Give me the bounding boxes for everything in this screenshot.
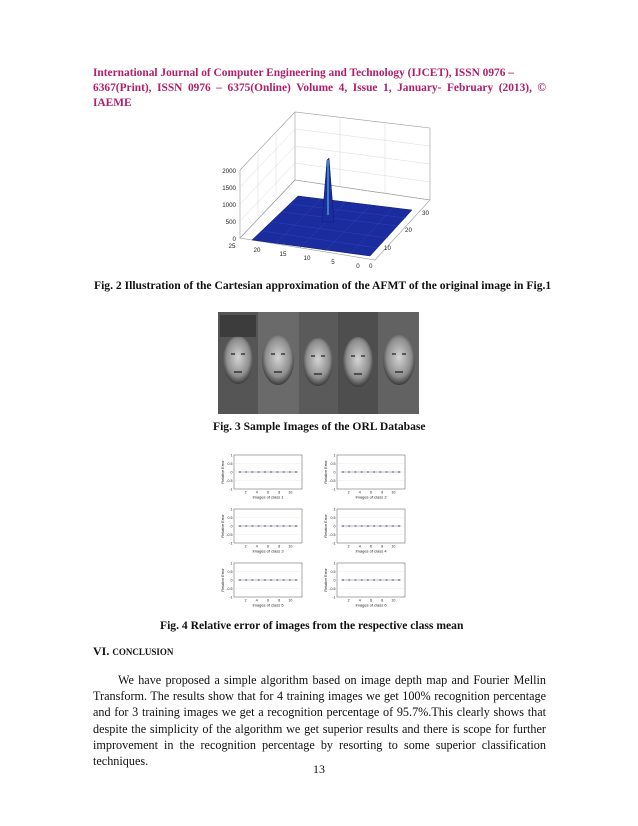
x-tick-label: 8 — [381, 544, 384, 549]
x-tick-label: 8 — [278, 598, 281, 603]
panel-ylabel: Relative Error — [324, 568, 328, 592]
y-tick-label: 1 — [230, 507, 233, 512]
y-tick-label: -1 — [229, 595, 233, 600]
y-tick-label: -1 — [332, 487, 336, 492]
y-tick-label: -0.5 — [226, 479, 233, 483]
y-tick: 20 — [405, 227, 412, 234]
panel-xlabel: Images of class 2 — [355, 494, 387, 500]
y-tick: 30 — [422, 210, 429, 217]
x-tick-label: 8 — [278, 544, 281, 549]
x-tick-label: 2 — [347, 598, 350, 603]
error-panel-4 — [324, 508, 405, 554]
section-title: CONCLUSION — [112, 647, 174, 657]
x-tick-label: 4 — [255, 490, 258, 495]
x-tick-label: 2 — [244, 544, 247, 549]
page-number: 13 — [313, 762, 325, 776]
x-tick-label: 8 — [278, 490, 281, 495]
y-tick-label: 0 — [333, 524, 336, 529]
x-tick-label: 8 — [381, 490, 384, 495]
y-tick-label: -0.5 — [329, 587, 336, 591]
y-tick-label: 1 — [230, 561, 233, 566]
x-tick-label: 10 — [391, 490, 396, 495]
y-tick: 10 — [384, 245, 391, 252]
y-tick-label: 0.5 — [227, 516, 233, 520]
x-tick: 25 — [228, 243, 236, 250]
conclusion-paragraph: We have proposed a simple algorithm based on image depth map and Fourier Mellin Transform. The results show that for 4 training images we get 100% recognition percentage and for 3 training images we get a recognition percentage of 95.7%.This clearly shows that despite the simplicity of the algorithm we get superior results and there is scope for further improvement in the recognition percentage by resorting to some superior classification techniques. — [93, 673, 546, 769]
x-tick-label: 6 — [267, 490, 269, 495]
orl-sample-images — [218, 312, 419, 414]
x-tick-label: 4 — [358, 544, 361, 549]
fig3-caption: Fig. 3 Sample Images of the ORL Database — [213, 420, 426, 433]
panel-ylabel: Relative Error — [221, 514, 225, 538]
x-tick-label: 10 — [288, 490, 293, 495]
y-tick-label: -1 — [332, 595, 336, 600]
panel-xlabel: Images of class 3 — [252, 548, 284, 554]
journal-header — [93, 66, 546, 111]
x-tick-label: 6 — [267, 598, 269, 603]
error-panel-1 — [221, 454, 302, 500]
panel-xlabel: Images of class 4 — [355, 548, 387, 554]
y-tick: 0 — [369, 263, 373, 270]
y-tick-label: 1 — [230, 453, 233, 458]
section-heading — [93, 644, 173, 659]
x-tick-label: 10 — [288, 544, 293, 549]
x-tick: 10 — [303, 255, 311, 262]
panel-ylabel: Relative Error — [324, 514, 328, 538]
y-tick-label: 0 — [230, 578, 233, 583]
error-panel-2 — [324, 454, 405, 500]
z-tick: 0 — [232, 236, 236, 243]
y-tick-label: -0.5 — [226, 533, 233, 537]
x-tick: 20 — [253, 247, 261, 254]
y-tick-label: -1 — [229, 487, 233, 492]
x-tick-label: 6 — [370, 490, 372, 495]
error-panel-3 — [221, 508, 302, 554]
x-tick: 0 — [356, 263, 360, 270]
x-tick-label: 10 — [391, 598, 396, 603]
fig4-caption: Fig. 4 Relative error of images from the respective class mean — [160, 619, 464, 632]
y-tick-label: 1 — [333, 507, 336, 512]
panel-xlabel: Images of class 1 — [252, 494, 284, 500]
y-tick-label: 0 — [333, 578, 336, 583]
x-tick-label: 4 — [358, 598, 361, 603]
y-tick-label: 0.5 — [330, 570, 336, 574]
panel-ylabel: Relative Error — [221, 460, 225, 484]
panel-xlabel: Images of class 5 — [252, 602, 284, 608]
x-tick-label: 2 — [244, 490, 247, 495]
z-tick: 2000 — [222, 168, 236, 175]
x-tick-label: 6 — [370, 598, 372, 603]
y-tick-label: -0.5 — [329, 479, 336, 483]
x-tick-label: 6 — [267, 544, 269, 549]
error-panel-6 — [324, 562, 405, 608]
y-tick-label: 0 — [333, 470, 336, 475]
section-number: VI. — [93, 644, 113, 658]
y-tick-label: 0.5 — [227, 462, 233, 466]
x-tick: 15 — [279, 251, 287, 258]
x-tick-label: 2 — [347, 490, 350, 495]
header-line-1: International Journal of Computer Engineering and Technology (IJCET), ISSN 0976 – — [93, 67, 514, 79]
y-tick-label: -1 — [229, 541, 233, 546]
face-image-2 — [258, 312, 299, 414]
afmt-surface-plot — [200, 110, 440, 276]
face-image-1 — [218, 312, 258, 414]
relative-error-panels — [216, 450, 430, 612]
y-tick-label: 0.5 — [330, 462, 336, 466]
x-tick-label: 2 — [347, 544, 350, 549]
y-tick-label: -0.5 — [226, 587, 233, 591]
y-tick-label: 0 — [230, 524, 233, 529]
x-tick: 5 — [331, 259, 335, 266]
fig2-caption: Fig. 2 Illustration of the Cartesian approximation of the AFMT of the original image in Fig.1 — [94, 279, 552, 292]
header-line-2: 6367(Print), ISSN 0976 – 6375(Online) Volume 4, Issue 1, January- February (2013), © IAEME — [93, 82, 546, 109]
x-tick-label: 2 — [244, 598, 247, 603]
x-tick-label: 4 — [255, 544, 258, 549]
x-tick-label: 4 — [358, 490, 361, 495]
y-tick-label: 1 — [333, 561, 336, 566]
x-tick-label: 8 — [381, 598, 384, 603]
y-tick-label: 1 — [333, 453, 336, 458]
y-tick-label: 0 — [230, 470, 233, 475]
z-tick: 500 — [225, 219, 236, 226]
x-tick-label: 10 — [391, 544, 396, 549]
face-image-4 — [338, 312, 378, 414]
error-panel-5 — [221, 562, 302, 608]
face-image-5 — [378, 312, 419, 414]
x-tick-label: 10 — [288, 598, 293, 603]
x-tick-label: 4 — [255, 598, 258, 603]
panel-ylabel: Relative Error — [221, 568, 225, 592]
panel-xlabel: Images of class 6 — [355, 602, 387, 608]
z-tick: 1000 — [222, 202, 236, 209]
y-tick-label: -1 — [332, 541, 336, 546]
panel-ylabel: Relative Error — [324, 460, 328, 484]
y-tick-label: 0.5 — [330, 516, 336, 520]
x-tick-label: 6 — [370, 544, 372, 549]
z-tick: 1500 — [222, 185, 236, 192]
y-tick-label: -0.5 — [329, 533, 336, 537]
y-tick-label: 0.5 — [227, 570, 233, 574]
face-image-3 — [299, 312, 338, 414]
